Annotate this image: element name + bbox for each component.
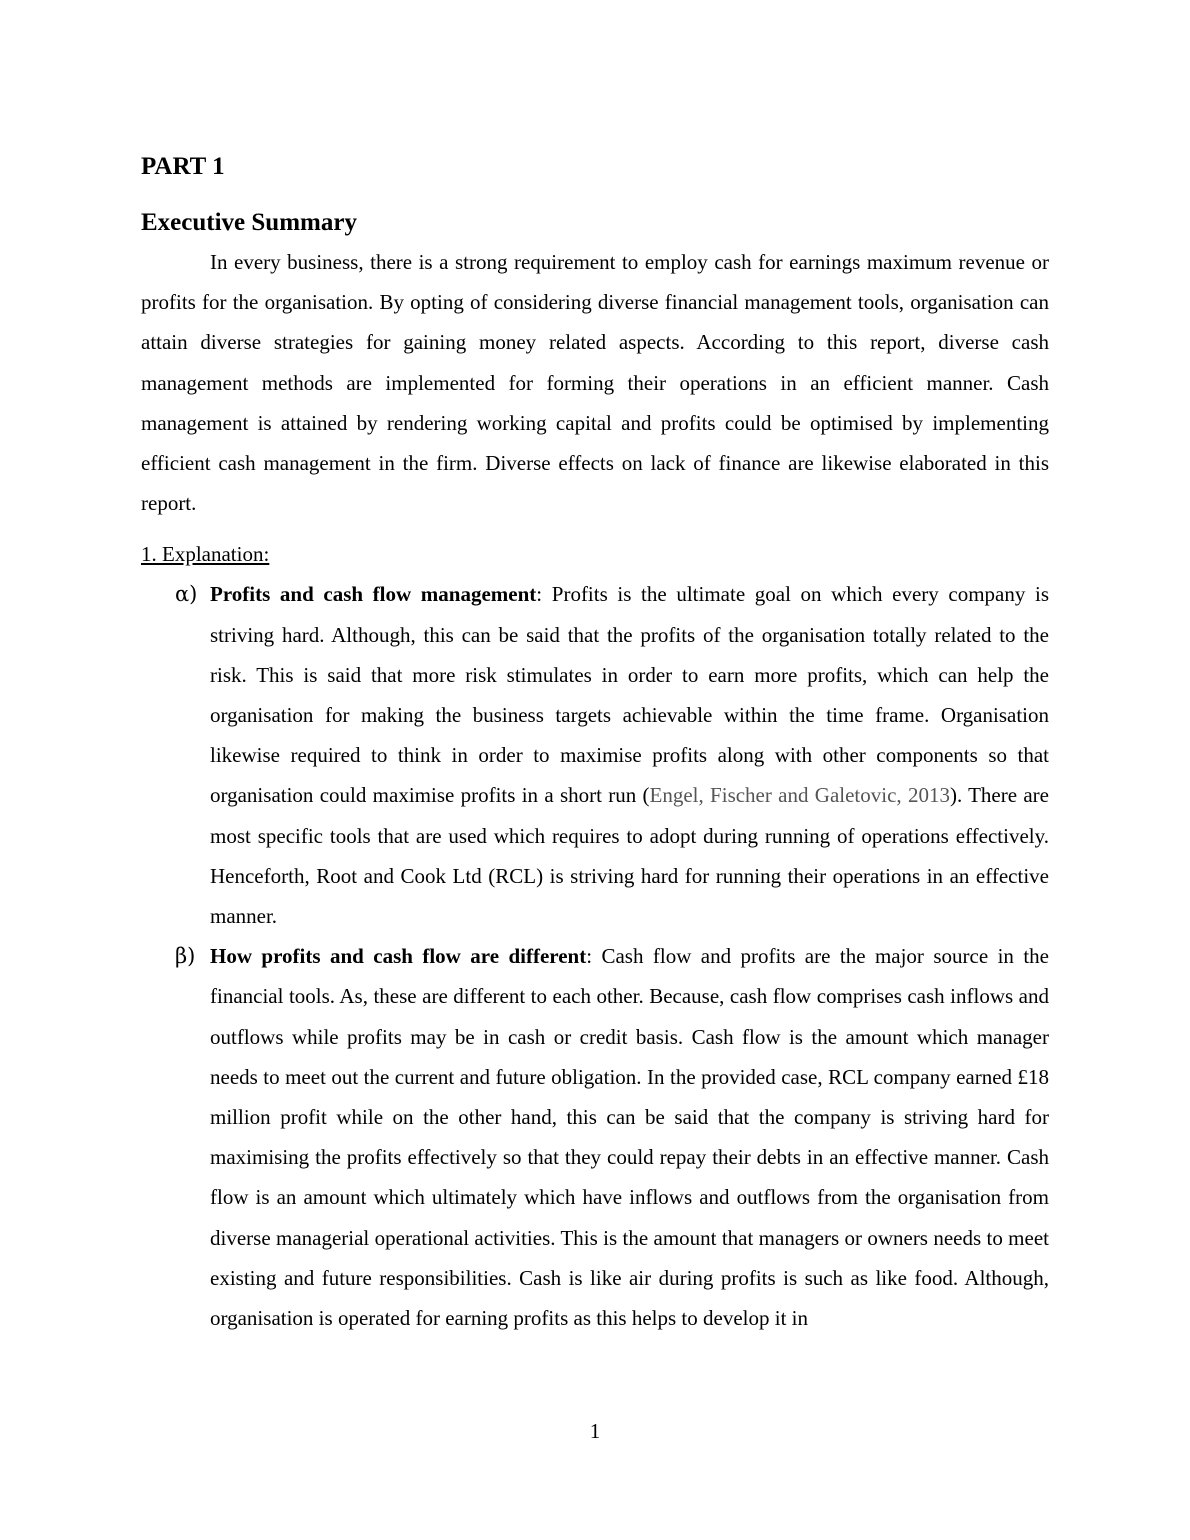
page-number: 1 — [589, 1419, 601, 1443]
item-title: Profits and cash flow management — [210, 582, 537, 607]
list-item-profits-cash-flow-different — [141, 936, 1049, 1338]
item-title: How profits and cash flow are different — [210, 944, 587, 969]
document-page — [141, 150, 1049, 1338]
item-text: Profits is the ultimate goal on which every company is striving hard. Although, this can be said that the profits of the organisation totally related to the risk. This is said that more risk stimulates in order to earn more profits, which can help the organisation for making the business targets achievable within the time frame. Organisation likewise required to think in order to maximise profits along with other components so that organisation could maximise profits in a short run ( — [210, 582, 1050, 808]
list-item-profits-cash-flow-management — [141, 574, 1049, 936]
citation: Engel, Fischer and Galetovic, 2013 — [649, 783, 950, 808]
executive-summary-paragraph: In every business, there is a strong requirement to employ cash for earnings maximum revenue or profits for the organisation. By opting of considering diverse financial management tools, organisation can attain diverse strategies for gaining money related aspects. According to this report, diverse cash management methods are implemented for forming their operations in an efficient manner. Cash management is attained by rendering working capital and profits could be optimised by implementing efficient cash management in the firm. Diverse effects on lack of finance are likewise elaborated in this report. — [141, 250, 1049, 516]
list-item-body — [210, 574, 1049, 936]
list-marker-beta: β) — [175, 944, 196, 969]
item-text: Cash flow and profits are the major source in the financial tools. As, these are different to each other. Because, cash flow comprises cash inflows and outflows while profits may be in cash or credit basis. Cash flow is the amount which manager needs to meet out the current and future obligation. In the provided case, RCL company earned £18 million profit while on the other hand, this can be said that the company is striving hard for maximising the profits effectively so that they could repay their debts in an effective manner. Cash flow is an amount which ultimately which have inflows and outflows from the organisation from diverse managerial operational activities. This is the amount that managers or owners needs to meet existing and future responsibilities. Cash is like air during profits is such as like food. Although, organisation is operated for earning profits as this helps to develop it in — [210, 944, 1049, 1331]
explanation-heading: 1. Explanation: — [141, 542, 270, 567]
item-separator: : — [586, 944, 593, 969]
item-separator: : — [536, 582, 543, 607]
item-text-continued: ). There are most specific tools that are used which requires to adopt during running of operations effectively. Henceforth, Root and Cook Ltd (RCL) is striving hard for running their operations in an effective manner. — [210, 783, 1049, 929]
executive-summary-heading: Executive Summary — [141, 209, 357, 236]
part-heading: PART 1 — [141, 153, 225, 180]
list-marker-alpha: α) — [175, 582, 198, 607]
list-item-body — [210, 936, 1049, 1338]
